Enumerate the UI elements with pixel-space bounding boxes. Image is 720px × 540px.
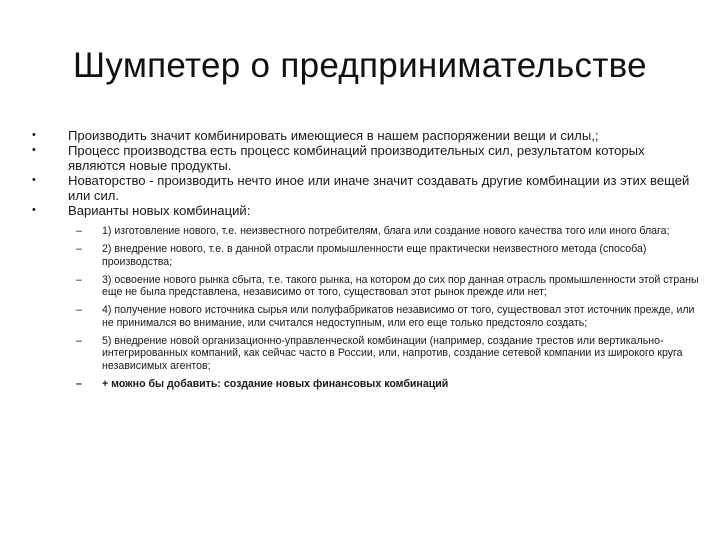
sub-item [26,225,702,237]
sub-item-text: 2) внедрение нового, т.е. в данной отрасли промышленности еще практически неизвестного метода (способа) производства; [102,243,647,268]
sub-item-text: 1) изготовление нового, т.е. неизвестного потребителям, блага или создание нового качества того или иного блага; [102,225,670,237]
sub-item [26,335,702,372]
sub-item [26,378,702,390]
dash-marker: – [76,243,82,256]
slide-title: Шумпетер о предпринимательстве [73,46,647,85]
bullet-marker: • [32,144,36,156]
bullet-text: Варианты новых комбинаций: [68,203,251,218]
bullet-marker: • [32,129,36,141]
sub-item-text: + можно бы добавить: создание новых финансовых комбинаций [102,377,449,390]
dash-marker: – [76,304,82,317]
dash-marker: – [76,377,82,390]
sub-item [26,304,702,329]
sub-item-text: 3) освоение нового рынка сбыта, т.е. такого рынка, на котором до сих пор данная отрасль промышленности этой страны еще не была представлена, независимо от того, существовал этот рынок прежде или нет; [102,273,699,299]
sub-item [26,243,702,268]
bullet-text: Производить значит комбинировать имеющиеся в нашем распоряжении вещи и силы,; [68,128,599,143]
bullet-marker: • [32,174,36,186]
bullet-text: Новаторство - производить нечто иное или иначе значит создавать другие комбинации из этих вещей или сил. [68,173,690,203]
bullet-item [26,173,702,203]
slide-content [26,128,702,390]
dash-marker: – [76,273,82,286]
sub-item-text: 4) получение нового источника сырья или полуфабрикатов независимо от того, существовал этот источник прежде, или не принимался во внимание, или считался недоступным, или его еще только предстояло создать; [102,304,695,329]
bullet-text: Процесс производства есть процесс комбинаций производительных сил, результатом которых являются новые продукты. [68,143,645,173]
bullet-item [26,203,702,218]
bullet-marker: • [32,204,36,216]
sub-item-text: 5) внедрение новой организационно-управленческой комбинации (например, создание трестов или вертикально-интегрированных компаний, как сейчас часто в России, или, напротив, создание сетевой компании из широкого круга независимых агентов; [102,335,683,372]
dash-marker: – [76,335,82,348]
bullet-item [26,128,702,143]
dash-marker: – [76,225,82,237]
sub-item [26,274,702,299]
bullet-item [26,143,702,173]
